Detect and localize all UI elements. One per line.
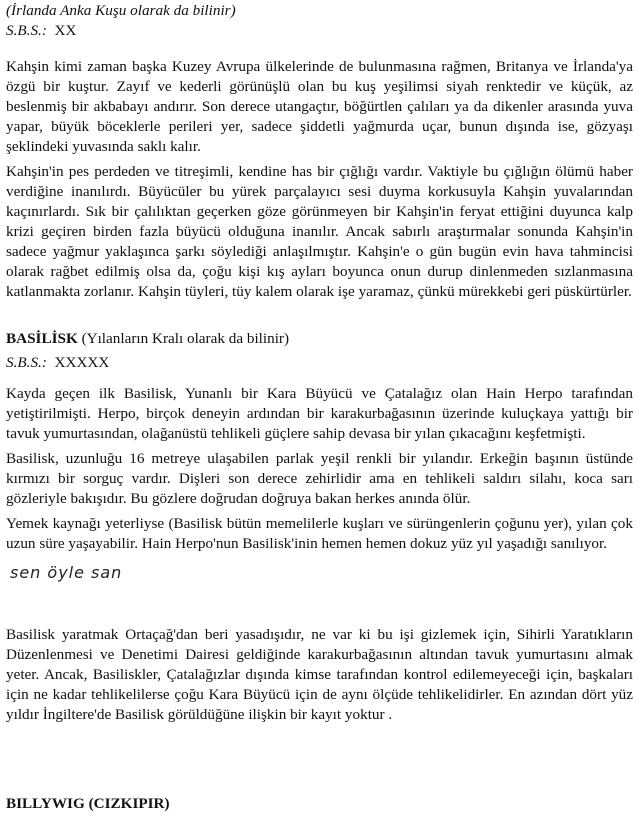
kahsin-alias: (İrlanda Anka Kuşu olarak da bilinir) [6,2,236,19]
kahsin-entry [6,1,633,41]
basilisk-paragraph-3: Yemek kaynağı yeterliyse (Basilisk bütün memelilerle kuşları ve sürüngenlerin çoğunu yer), yılan çok uzun süre yaşayabilir. Hain Herpo'nun Basilisk'inin hemen hemen dokuz yüz yıl yaşadığı sanılıyor. [6,515,633,552]
basilisk-sbs [6,353,633,373]
basilisk-header [6,329,633,373]
handwritten-note [6,563,122,584]
basilisk-body-2 [6,625,633,725]
billywig-title: BILLYWIG (CIZKIPIR) [6,795,170,812]
handwritten-note-text: sen öyle san [10,563,123,582]
kahsin-paragraph-2: Kahşin'in pes perdeden ve titreşimli, kendine has bir çığlığı vardır. Vaktiyle bu çığlığın ölümü haber verdiğine inanılırdı. Büyücüler bu yürek parçalayıcı sesi duyma korkusuyla Kahşin yuvalarından kaçınırlardı. Sık bir çalılıktan geçerken göze görünmeyen bir Kahşin'in feryat ettiğini duyunca kalp krizi geçiren birden fazla büyücü olduğuna inanılır. Ancak sabırlı araştırmalar sonunda Kahşin'in sadece yağmur yaklaşınca şarkı söylediği anlaşılmıştır. Kahşin'e o gün bugün evin hava tahmincisi olarak rağbet edilmiş olsa da, çoğu kişi kış ayları boyunca onun durup dinlenmeden sızlanmasına katlanmakta zorlanır. Kahşin tüyleri, tüy kalem olarak işe yaramaz, çünkü mürekkebi geri püskürtürler. [6,163,633,300]
billywig-header [6,794,633,814]
sbs-value: XX [54,22,77,39]
basilisk-paragraph-4: Basilisk yaratmak Ortaçağ'dan beri yasadışıdır, ne var ki bu işi gizlemek için, Sihirli Yaratıkların Düzenlenmesi ve Denetimi Dairesi geldiğinde karakurbağasının altından tavuk yumurtasını almak yeter. Ancak, Basiliskler, Çatalağızlar dışında kimse tarafından kontrol edilemeyeceği için, başkaları için ne kadar tehlikelilerse çoğu Kara Büyücü için de aynı ölçüde tehlikelidirler. En azından dört yüz yıldır İngiltere'de Basilisk görüldüğüne ilişkin bir kayıt yoktur . [6,626,633,723]
sbs-label: S.B.S.: [6,354,47,371]
sbs-label: S.B.S.: [6,22,47,39]
basilisk-paragraph-1: Kayda geçen ilk Basilisk, Yunanlı bir Kara Büyücü ve Çatalağız olan Hain Herpo tarafından yetiştirilmişti. Herpo, birçok deneyin ardından bir karakurbağasının üzerinde kuluçkaya yattığı bir tavuk yumurtasından, olağanüstü tehlikeli güçlere sahip devasa bir yılan çıkacağını keşfetmişti. [6,385,633,442]
sbs-value: XXXXX [54,354,110,371]
kahsin-paragraph-1: Kahşin kimi zaman başka Kuzey Avrupa ülkelerinde de bulunmasına rağmen, Britanya ve İrlanda'ya özgü bir kuştur. Zayıf ve kederli görünüşlü olan bu kuş yeşilimsi siyah renktedir ve küçük, az beslenmiş bir akbabayı andırır. Son derece utangaçtır, böğürtlen çalıları ya da dikenler arasında yuva yapar, büyük böceklerle perileri yer, sadece şiddetli yağmurda uçar, bunun dışında ise, gözyaşı şeklindeki yuvasında saklı kalır. [6,58,633,155]
document-page [6,0,633,826]
basilisk-title: BASİLİSK [6,330,78,347]
kahsin-sbs [6,21,633,41]
basilisk-paragraph-2: Basilisk, uzunluğu 16 metreye ulaşabilen parlak yeşil renkli bir yılandır. Erkeğin başının üstünde kırmızı bir sorguç vardır. Dişleri son derece zehirlidir ama en tehlikeli saldırı silahı, koca sarı gözleriyle bakışıdır. Bu gözlere doğrudan doğruya bakan herkes anında ölür. [6,450,633,507]
kahsin-body [6,57,633,302]
basilisk-alias: (Yılanların Kralı olarak da bilinir) [81,330,290,347]
basilisk-body [6,384,633,554]
basilisk-title-line [6,329,633,349]
